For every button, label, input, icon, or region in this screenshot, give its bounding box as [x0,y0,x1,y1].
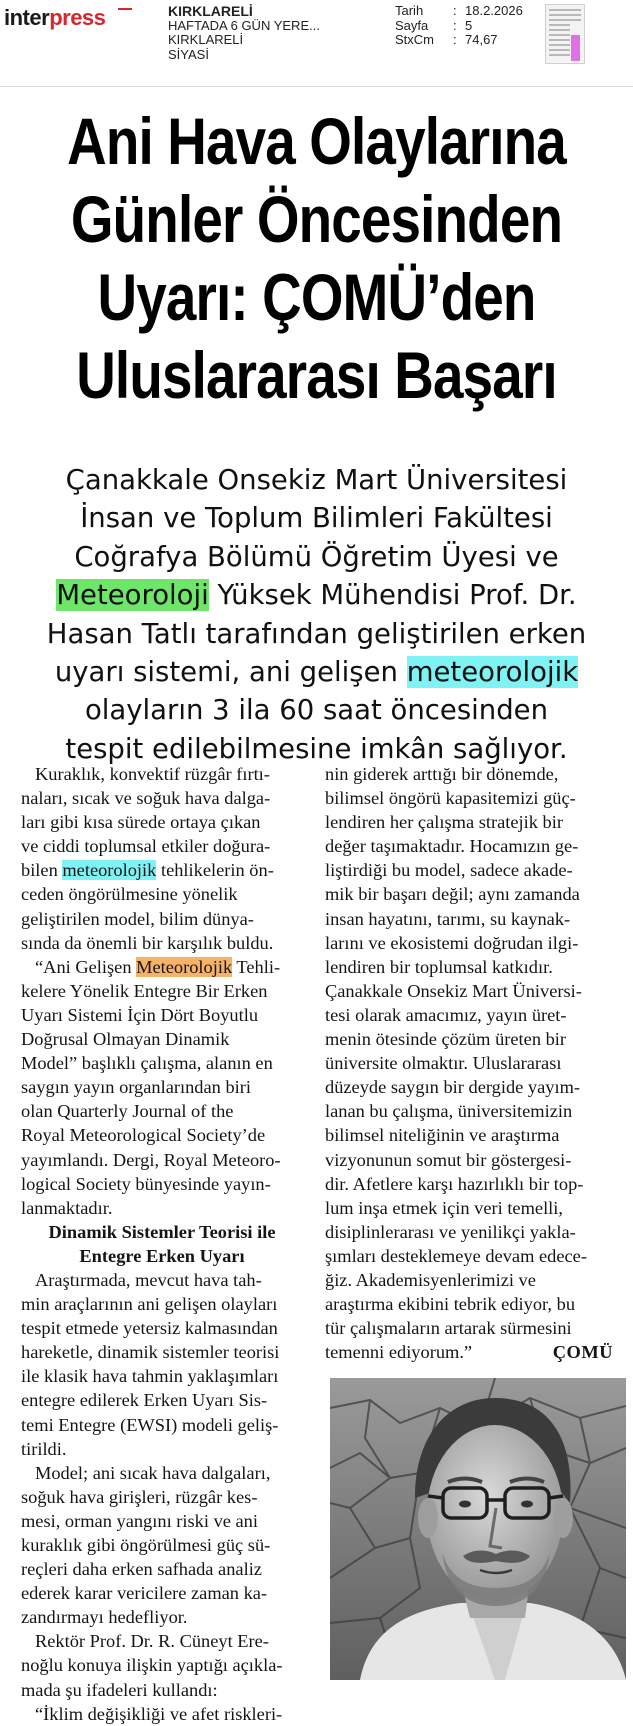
meta-date-row: Tarih : 18.2.2026 [395,3,523,18]
text-line: “Ani Gelişen Meteorolojik Tehli- [35,956,281,977]
portrait-illustration [330,1378,626,1680]
text-line: Model; ani sıcak hava dalgaları, [35,1462,271,1483]
subheading-line: Entegre Erken Uyarı [79,1245,245,1266]
headline-line: Günler Öncesinden [70,182,563,256]
text-line: üniversite olmaktır. Uluslararası [325,1053,562,1074]
text-line: düzeyde saygın bir dergide yayım- [325,1077,581,1098]
text-line: saygın yayın organlarından biri [21,1077,251,1098]
text-line: ceden öngörülmesine yönelik [21,884,238,905]
text-line: tirildi. [21,1438,67,1459]
article-column-left [21,762,303,1726]
meta-stxcm-value: 74,67 [465,32,498,47]
interpress-logo [4,6,105,30]
spot-line: Çanakkale Onsekiz Mart Üniversitesi [65,464,568,496]
meta-page-label: Sayfa [395,17,429,33]
text-line: lanmaktadır. [21,1197,113,1218]
paragraph [21,1268,303,1461]
text-line: Doğrusal Olmayan Dinamik [21,1029,230,1050]
text-line: Kuraklık, konvektif rüzgâr fırtı- [35,764,270,784]
text-line: insan hayatını, tarımı, su kaynak- [325,908,571,929]
clipping-header [0,0,633,86]
text-line: Rektör Prof. Dr. R. Cüneyt Ere- [35,1631,269,1652]
article-column-right [325,762,613,1364]
publication-frequency: HAFTADA 6 GÜN YERE... [168,17,320,33]
text-line: mesi, orman yangını riski ve ani [21,1510,258,1531]
text-line: lendiren her çalışma stratejik bir [325,812,563,833]
text-line: logical Society bünyesinde yayın- [21,1173,271,1194]
thumbnail-article-highlight [571,35,580,61]
text-line: araştırma ekibini tebrik ediyor, bu [325,1294,576,1315]
text-line: naları, sıcak ve soğuk hava dalga- [21,788,271,809]
text-line: kuraklık gibi öngörülmesi güç sü- [21,1535,271,1555]
spot-line: Coğrafya Bölümü Öğretim Üyesi ve [74,540,559,573]
text-line: şımları desteklemeye devam edece- [325,1245,587,1266]
subheading [21,1220,303,1268]
paragraph [21,1461,303,1630]
text-line: olan Quarterly Journal of the [21,1101,234,1122]
logo-text-inter: inter [4,5,50,30]
text-line: vizyonunun somut bir göstergesi- [325,1149,572,1170]
text-line: bilen meteorolojik tehlikelerin ön- [21,860,274,881]
headline-line: Ani Hava Olaylarına [67,104,566,178]
text-line: entegre edilerek Erken Uyarı Sis- [21,1390,268,1411]
publication-info [168,4,320,62]
text-line: ve ciddi toplumsal etkiler doğura- [21,836,271,857]
text-line: mik bir başarı değil; aynı zamanda [325,884,580,905]
text-line: soğuk hava girişleri, rüzgâr kes- [21,1486,258,1507]
keyword-highlight: Meteoroloji [56,579,209,612]
publication-section: SİYASİ [168,46,209,62]
text-line: lanan bu çalışma, üniversitemizin [325,1101,573,1122]
text-line: tesi olarak amacımız, yayın üret- [325,1004,567,1025]
spot-line: Meteoroloji Yüksek Mühendisi Prof. Dr. [56,579,577,612]
text-line: lum inşa etmek için veri temelli, [325,1197,563,1218]
text-line: Uyarı Sistemi İçin Dört Boyutlu [21,1004,259,1025]
spot-line: olayların 3 ila 60 saat öncesinden [84,694,549,727]
text-line: değer taşımaktadır. Hocamızın ge- [325,836,579,857]
text-line: min araçlarının ani gelişen olayları [21,1294,278,1315]
keyword-highlight: meteorolojik [406,656,579,689]
closing-line [325,1340,613,1364]
text-line: bilimsel niteliğinin ve araştırma [325,1125,560,1146]
text-line: reçleri daha erken safhada analiz [21,1559,262,1580]
text-line: ğiz. Akademisyenlerimizi ve [325,1269,536,1290]
text-line: lendiren bir toplumsal katkıdır. [325,956,553,977]
spot-line: İnsan ve Toplum Bilimleri Fakültesi [80,502,553,535]
spot-line: uyarı sistemi, ani gelişen meteorolojik [54,656,579,689]
portrait-photo [330,1378,626,1680]
text-line: mada şu ifadeleri kullandı: [21,1679,218,1700]
meta-date-label: Tarih [395,3,424,18]
meta-stxcm-label: StxCm [395,32,434,47]
meta-page-value: 5 [465,17,473,33]
meta-page-row: Sayfa : 5 [395,17,473,33]
paragraph [21,1702,303,1726]
text-line: ederek karar vericilere zaman ka- [21,1583,268,1604]
source-signature: ÇOMÜ [552,1342,613,1363]
meta-date-value: 18.2.2026 [465,3,523,18]
page-thumbnail[interactable] [545,4,585,64]
text-line: disiplinlerarası ve yenilikçi yakla- [325,1221,576,1242]
text-line: ları gibi kısa sürede ortaya çıkan [21,812,261,833]
text-line: sında da önemli bir karşılık buldu. [21,932,274,953]
spot-line: tespit edilebilmesine imkân sağlıyor. [65,732,568,765]
text-line: noğlu konuya ilişkin yaptığı açıkla- [21,1655,283,1676]
keyword-highlight: Meteorolojik [136,956,233,977]
headline-line: Uluslararası Başarı [76,338,557,412]
text-line: tür çalışmaların artarak sürmesini [325,1318,572,1339]
text-line: temi Entegre (EWSI) modeli geliş- [21,1414,279,1435]
paragraph [21,955,303,1220]
publication-region: KIRKLARELİ [168,32,244,47]
article-spot [0,461,633,768]
text-line: ile klasik hava tahmin yaklaşımları [21,1366,279,1387]
logo-text-press: press [49,5,106,30]
article-headline [54,102,579,414]
spot-line: Hasan Tatlı tarafından geliştirilen erken [46,617,587,650]
text-line: bilimsel öngörü kapasitemizi güç- [325,788,576,809]
text-line: tespit etmede yetersiz kalmasından [21,1318,278,1339]
text-line: larını ve ekosistemi doğrudan ilgi- [325,932,579,953]
text-line: menin ötesinde çözüm üreten bir [325,1029,567,1050]
text-line: yayımlandı. Dergi, Royal Meteoro- [21,1149,281,1170]
text-line: Model” başlıklı çalışma, alanın en [21,1053,273,1074]
publication-name: KIRKLARELİ [168,3,253,19]
header-divider [0,86,633,87]
text-line: nin giderek arttığı bir dönemde, [325,764,559,784]
logo-accent-mark [118,8,132,15]
text-line: kelere Yönelik Entegre Bir Erken [21,980,268,1001]
headline-line: Uyarı: ÇOMÜ’den [97,260,536,334]
text-line: dir. Afetlere karşı hazırlıklı bir top- [325,1173,584,1194]
text-line: temenni ediyorum.” [325,1342,473,1363]
meta-stxcm-row: StxCm : 74,67 [395,32,498,47]
text-line: Royal Meteorological Society’de [21,1125,266,1146]
text-line: geliştirilen model, bilim dünya- [21,908,254,929]
keyword-highlight: meteorolojik [62,860,157,881]
text-line: “İklim değişikliği ve afet riskleri- [35,1703,283,1724]
subheading-line: Dinamik Sistemler Teorisi ile [48,1221,276,1242]
text-line: Araştırmada, mevcut hava tah- [35,1269,262,1290]
paragraph [21,1629,303,1701]
text-line: liştirdiği bu model, sadece akade- [325,860,573,881]
clipping-meta [395,4,523,48]
paragraph [21,762,303,955]
text-line: hareketle, dinamik sistemler teorisi [21,1342,280,1363]
text-line: zandırmayı hedefliyor. [21,1607,188,1628]
text-line: Çanakkale Onsekiz Mart Üniversi- [325,980,582,1001]
